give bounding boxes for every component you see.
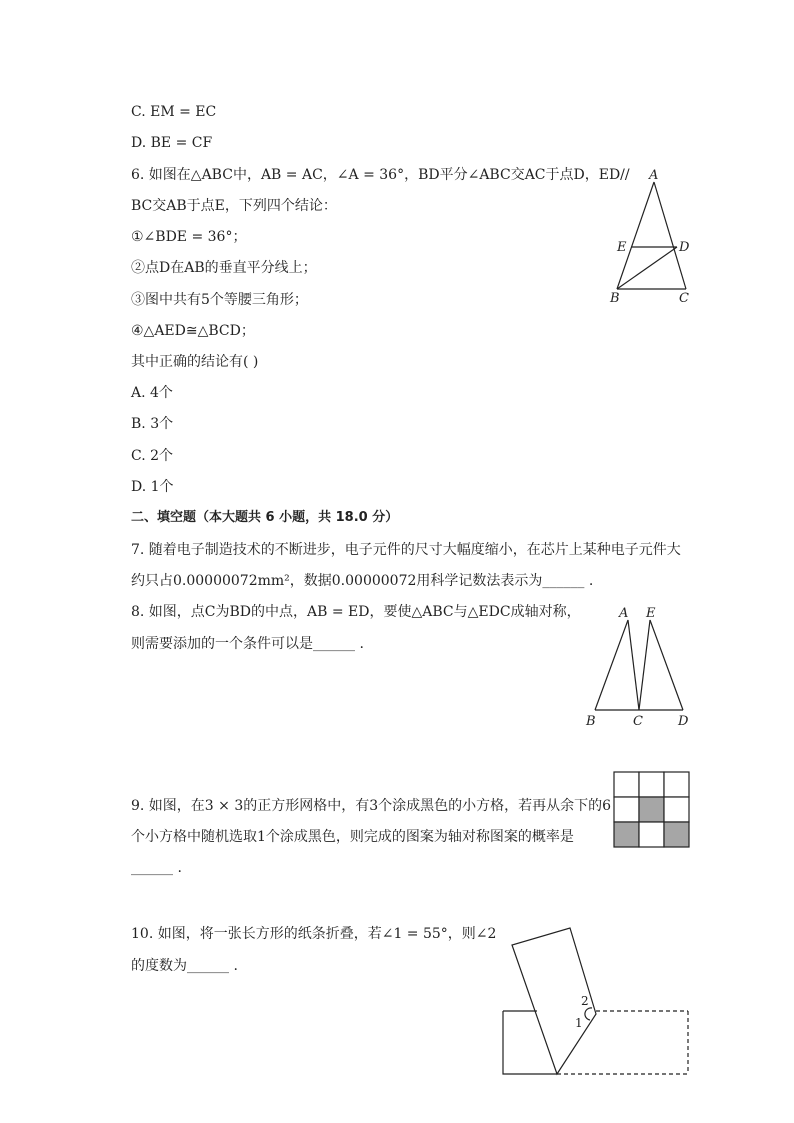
q6-question: 其中正确的结论有( ) — [131, 354, 259, 370]
q6-label-a: A — [649, 168, 659, 183]
q7-stem-line1: 7. 随着电子制造技术的不断进步，电子元件的尺寸大幅度缩小，在芯片上某种电子元件大 — [131, 542, 681, 558]
grid-cell-shaded — [614, 822, 639, 847]
q6-label-d: D — [679, 240, 690, 255]
grid-cell-empty — [639, 822, 664, 847]
q10-folded-strip-figure — [498, 920, 694, 1080]
q6-label-e: E — [617, 240, 627, 255]
q10-angle-1-label: 1 — [575, 1016, 583, 1030]
q8-label-a: A — [619, 606, 629, 621]
q8-stem-line1: 8. 如图，点C为BD的中点，AB = ED，要使△ABC与△EDC成轴对称， — [131, 604, 581, 620]
q9-stem-line1: 9. 如图，在3 × 3的正方形网格中，有3个涂成黑色的小方格，若再从余下的6 — [131, 798, 612, 814]
grid-cell-empty — [639, 772, 664, 797]
grid-cell-shaded — [639, 797, 664, 822]
grid-cell-empty — [614, 797, 639, 822]
q8-label-c: C — [633, 714, 643, 729]
q8-label-b: B — [586, 714, 596, 729]
q6-option-d: D. 1个 — [131, 479, 174, 495]
q9-stem-line2: 个小方格中随机选取1个涂成黑色，则完成的图案为轴对称图案的概率是 — [131, 829, 574, 845]
q8-stem-line2: 则需要添加的一个条件可以是______ . — [131, 636, 364, 652]
grid-cell-empty — [664, 772, 689, 797]
q6-statement-3: ③图中共有5个等腰三角形； — [131, 292, 308, 308]
q5-option-d: D. BE = CF — [131, 135, 213, 151]
q6-statement-4: ④△AED≅△BCD； — [131, 323, 255, 339]
q9-stem-line3: ______ . — [131, 860, 182, 876]
grid-cell-empty — [664, 797, 689, 822]
q5-option-c: C. EM = EC — [131, 104, 217, 120]
q8-label-e: E — [646, 606, 656, 621]
q6-option-c: C. 2个 — [131, 448, 174, 464]
q8-triangles-figure — [582, 602, 694, 732]
q10-stem-line2: 的度数为______ . — [131, 958, 238, 974]
q6-triangle-figure — [600, 162, 710, 312]
q10-angle-2-label: 2 — [581, 994, 589, 1008]
q10-stem-line1: 10. 如图，将一张长方形的纸条折叠，若∠1 = 55°，则∠2 — [131, 926, 497, 942]
q7-stem-line2: 约只占0.00000072mm²，数据0.00000072用科学记数法表示为______ . — [131, 573, 594, 589]
q6-statement-1: ①∠BDE = 36°； — [131, 229, 247, 245]
q6-option-b: B. 3个 — [131, 416, 174, 432]
q6-statement-2: ②点D在AB的垂直平分线上； — [131, 260, 317, 276]
grid-cell-shaded — [664, 822, 689, 847]
q9-grid-figure — [613, 771, 691, 849]
q6-label-c: C — [679, 291, 689, 306]
q6-stem-line1: 6. 如图在△ABC中，AB = AC，∠A = 36°，BD平分∠ABC交AC于点D，ED// — [131, 167, 630, 183]
grid-cell-empty — [614, 772, 639, 797]
q6-stem-line2: BC交AB于点E，下列四个结论： — [131, 198, 337, 214]
q6-label-b: B — [610, 291, 620, 306]
section-2-header: 二、填空题（本大题共 6 小题，共 18.0 分） — [131, 510, 399, 525]
q8-label-d: D — [678, 714, 689, 729]
q6-option-a: A. 4个 — [131, 385, 173, 401]
